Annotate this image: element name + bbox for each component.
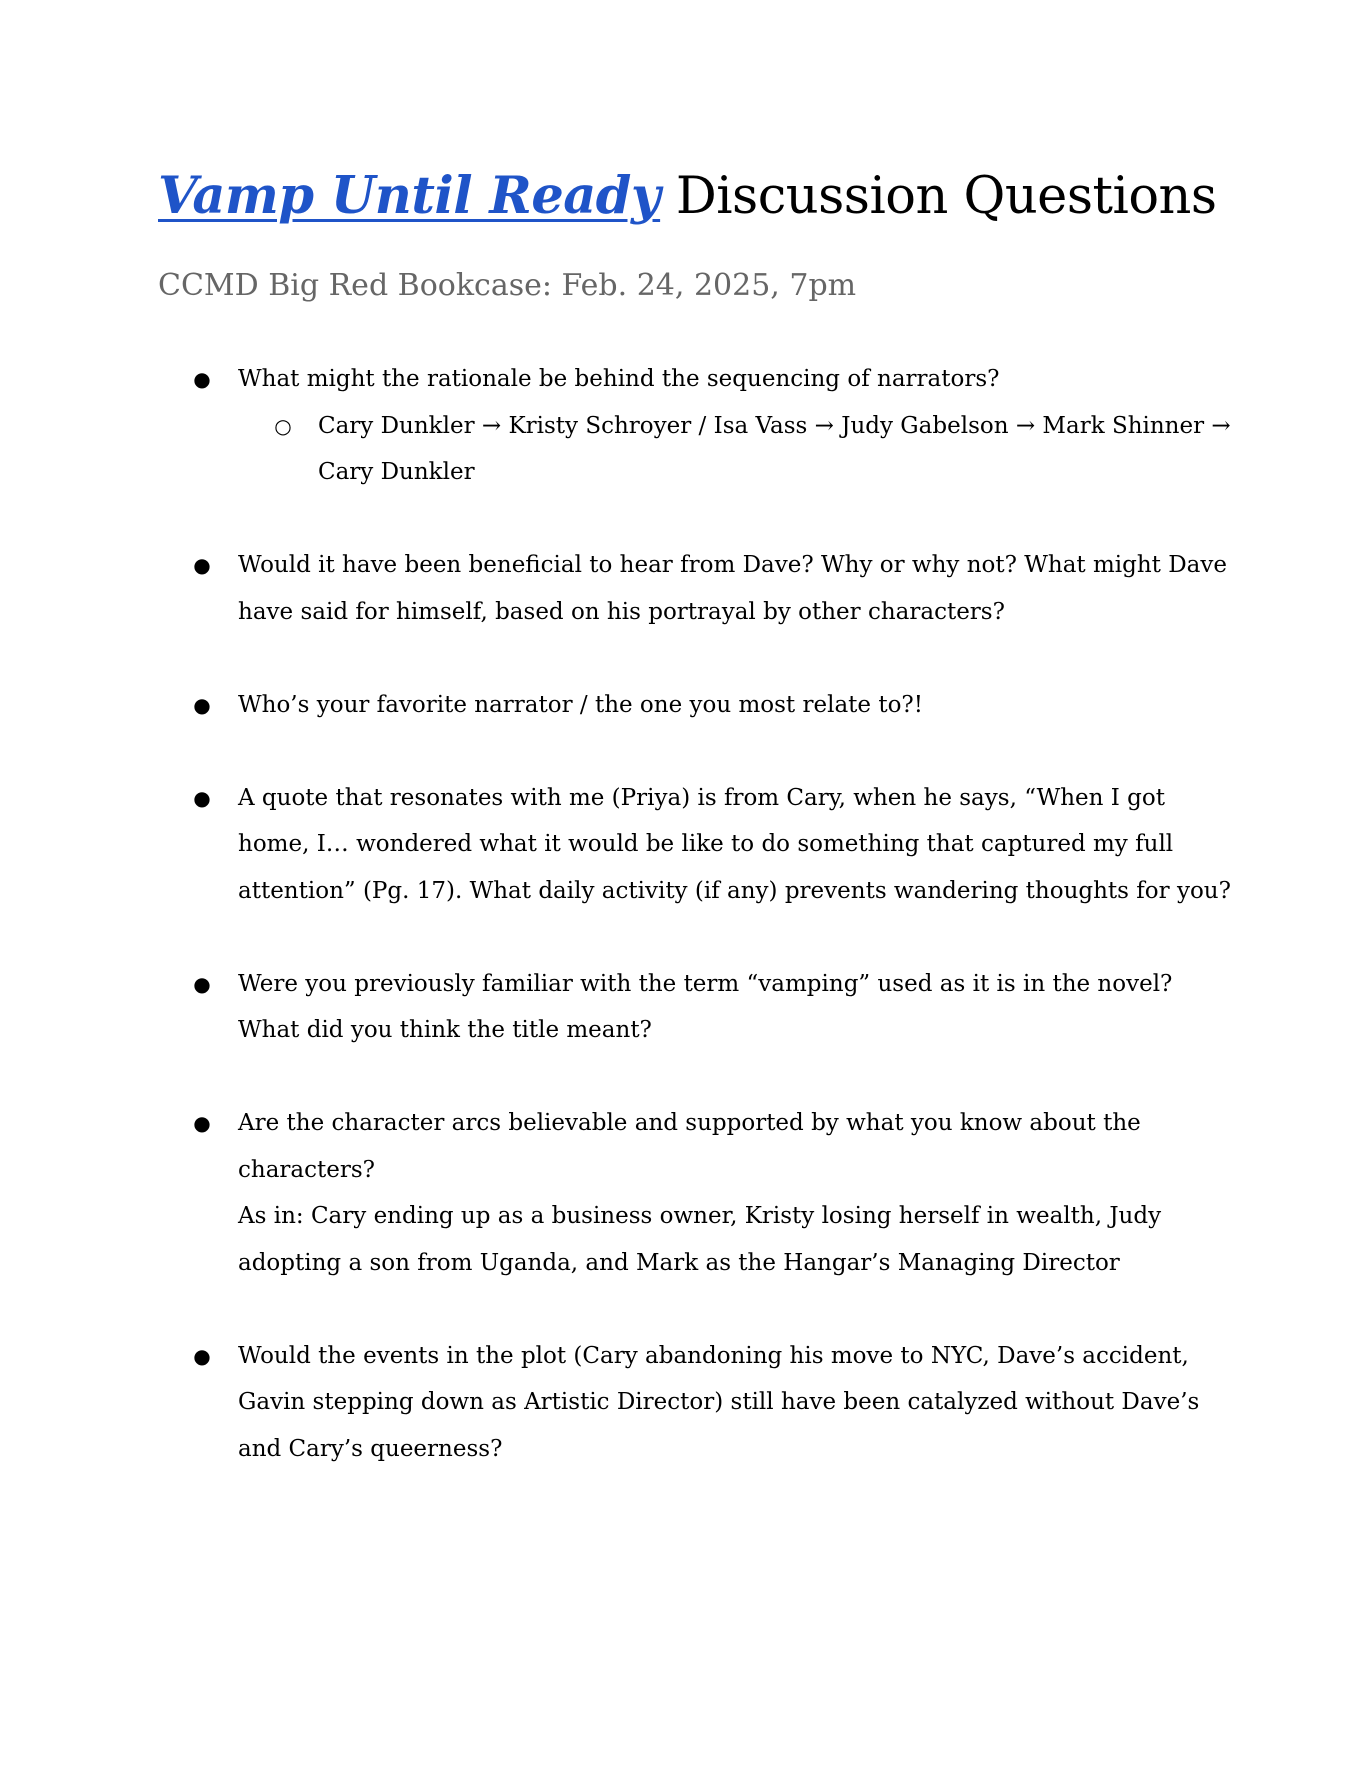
bullet-icon: ● <box>193 785 211 810</box>
document-title <box>158 160 1217 233</box>
question-text: A quote that resonates with me (Priya) is from Cary, when he says, “When I got home, I… wondered what it would be like to do something that captured my full attention” (Pg. 17). What daily activity (if any) prevents wandering thoughts for you? <box>238 784 1231 904</box>
bullet-icon: ● <box>193 553 211 577</box>
bullet-icon: ● <box>193 367 211 391</box>
bullet-icon: ● <box>193 692 211 717</box>
question-text: What might the rationale be behind the sequencing of narrators? <box>238 366 1000 392</box>
question-item <box>193 775 1238 915</box>
questions-list <box>193 356 1238 1472</box>
question-item <box>193 542 1238 635</box>
question-text: Would it have been beneficial to hear from Dave? Why or why not? What might Dave have said for himself, based on his portrayal by other characters? <box>238 552 1227 625</box>
hollow-bullet-icon: ○ <box>274 413 292 438</box>
sub-list <box>238 403 1238 496</box>
book-title-link[interactable]: Vamp Until Ready <box>158 166 661 226</box>
narrator-sequence: Cary Dunkler → Kristy Schroyer / Isa Vass → Judy Gabelson → Mark Shinner → Cary Dunkler <box>318 412 1231 485</box>
bullet-icon: ● <box>193 1111 211 1135</box>
question-text: Were you previously familiar with the term “vamping” used as it is in the novel? What did you think the title meant? <box>238 970 1173 1043</box>
question-text: Would the events in the plot (Cary abandoning his move to NYC, Dave’s accident, Gavin stepping down as Artistic Director) still have been catalyzed without Dave’s and Cary’s queerness? <box>238 1342 1200 1462</box>
title-suffix: Discussion Questions <box>660 167 1217 226</box>
bullet-icon: ● <box>193 971 211 996</box>
question-item <box>193 1333 1238 1473</box>
document-subtitle: CCMD Big Red Bookcase: Feb. 24, 2025, 7pm <box>158 268 857 303</box>
bullet-icon: ● <box>193 1343 211 1368</box>
question-text: Who’s your favorite narrator / the one you most relate to?! <box>238 691 923 718</box>
question-example-text: As in: Cary ending up as a business owner, Kristy losing herself in wealth, Judy adopting a son from Uganda, and Mark as the Hangar’s Managing Director <box>238 1203 1162 1276</box>
question-item <box>193 682 1238 729</box>
question-text: Are the character arcs believable and supported by what you know about the characters? <box>238 1110 1141 1183</box>
question-item <box>193 356 1238 496</box>
sub-list-item <box>274 403 1238 496</box>
question-item <box>193 1100 1238 1286</box>
question-item <box>193 961 1238 1054</box>
